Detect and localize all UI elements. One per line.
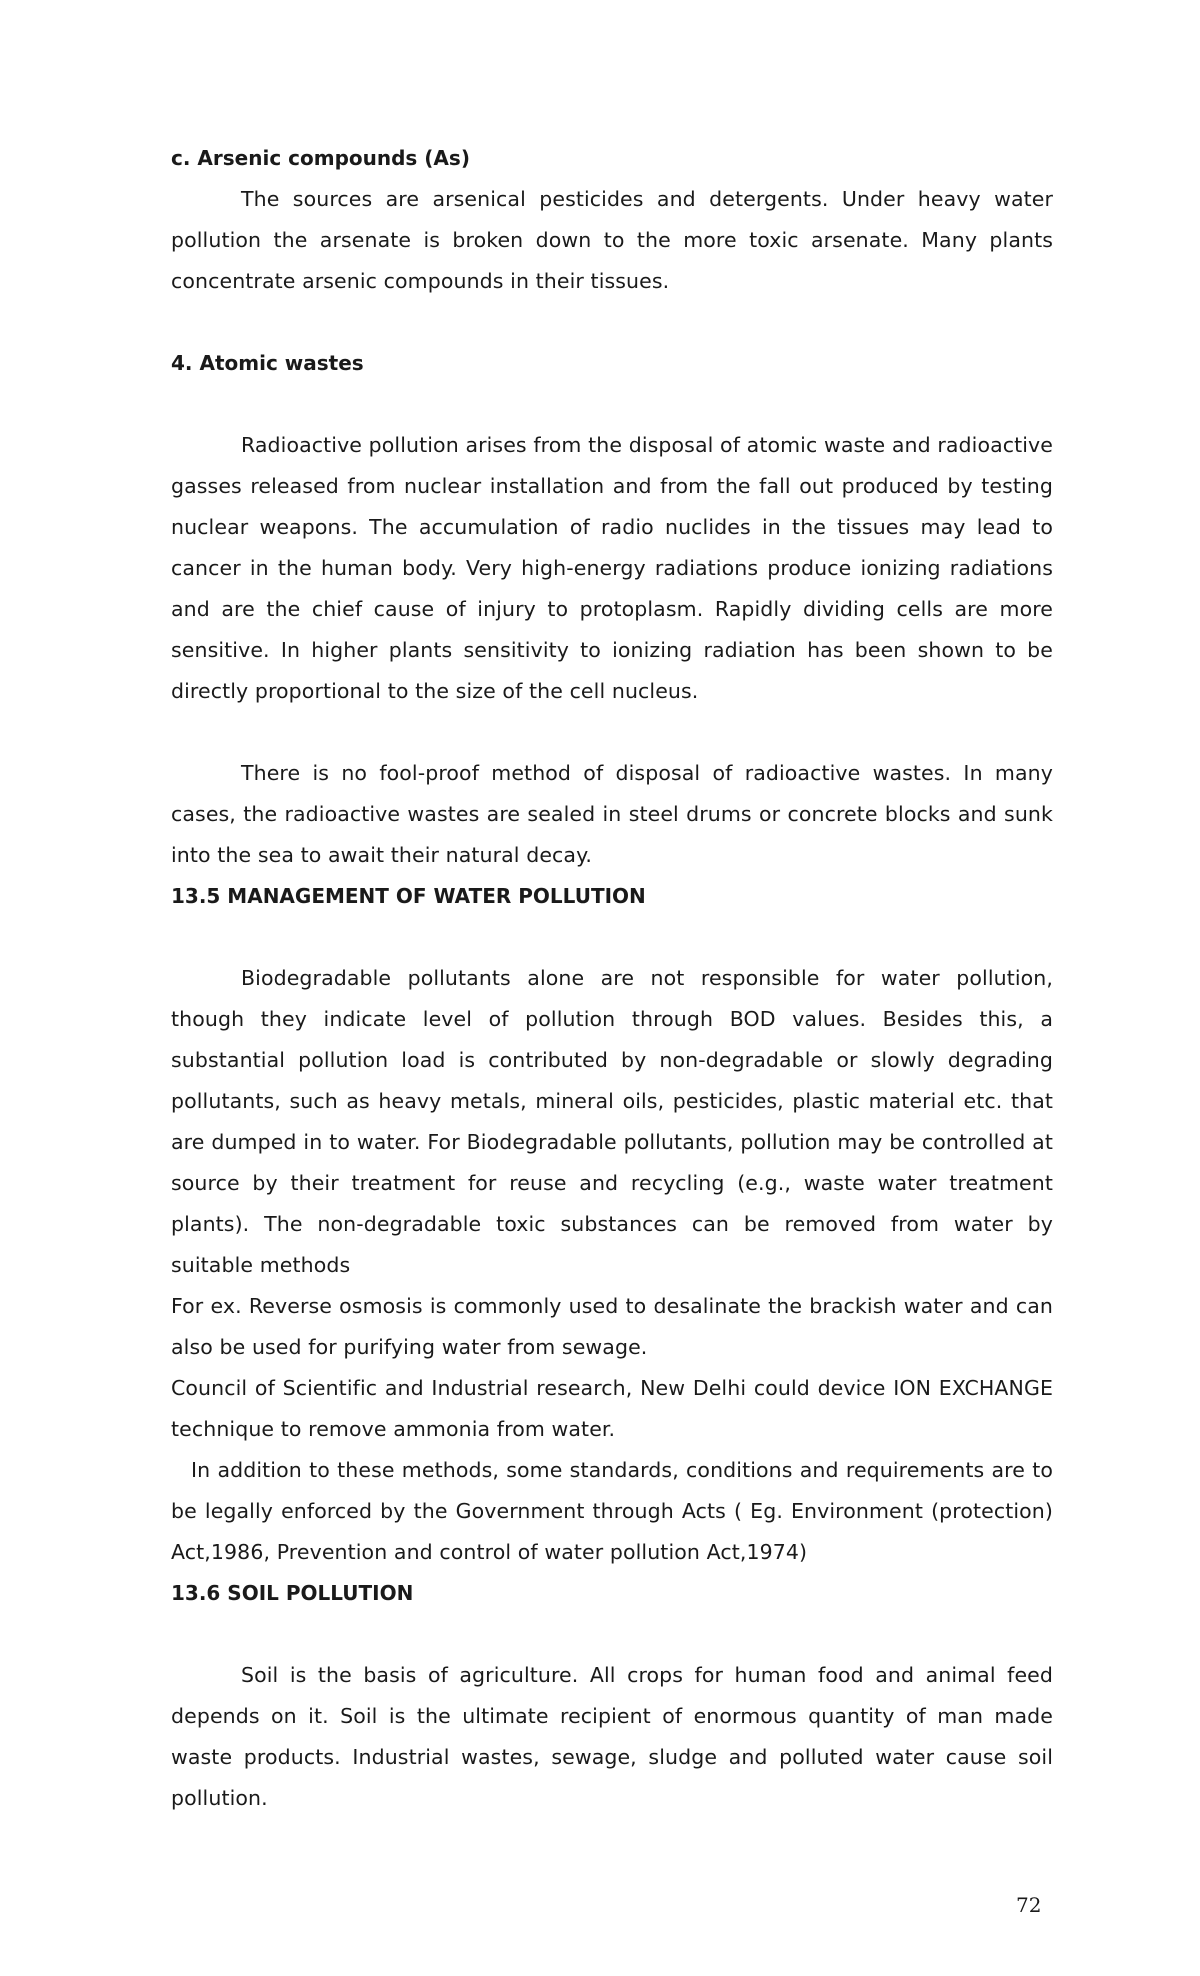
spacer — [171, 1614, 1053, 1655]
paragraph-soil-basis: Soil is the basis of agriculture. All crops for human food and animal feed depends on it. Soil is the ultimate recipient of enormous quantity of man made waste products. Industrial wastes, sewage, sludge and polluted water cause soil pollution. — [171, 1663, 1053, 1810]
paragraph-legal-standards: In addition to these methods, some standards, conditions and requirements are to be legally enforced by the Government through Acts ( Eg. Environment (protection) Act,1986, Prevention and control of water pollution Act,1974) — [171, 1458, 1053, 1564]
paragraph-radioactive-disposal: There is no fool-proof method of disposal of radioactive wastes. In many cases, the radioactive wastes are sealed in steel drums or concrete blocks and sunk into the sea to await their natural decay. — [171, 761, 1053, 867]
paragraph-arsenic-sources: The sources are arsenical pesticides and detergents. Under heavy water pollution the arsenate is broken down to the more toxic arsenate. Many plants concentrate arsenic compounds in their tissues. — [171, 187, 1053, 293]
spacer — [171, 302, 1053, 343]
heading-management-water-pollution: 13.5 MANAGEMENT OF WATER POLLUTION — [171, 884, 646, 908]
spacer — [171, 917, 1053, 958]
paragraph-biodegradable-pollutants: Biodegradable pollutants alone are not responsible for water pollution, though they indicate level of pollution through BOD values. Besides this, a substantial pollution load is contributed by non-degradable or slowly degrading pollutants, such as heavy metals, mineral oils, pesticides, plastic material etc. that are dumped in to water. For Biodegradable pollutants, pollution may be controlled at source by their treatment for reuse and recycling (e.g., waste water treatment plants). The non-degradable toxic substances can be removed from water by suitable methods — [171, 966, 1053, 1277]
paragraph-radioactive-pollution: Radioactive pollution arises from the disposal of atomic waste and radioactive gasses released from nuclear installation and from the fall out produced by testing nuclear weapons. The accumulation of radio nuclides in the tissues may lead to cancer in the human body. Very high-energy radiations produce ionizing radiations and are the chief cause of injury to protoplasm. Rapidly dividing cells are more sensitive. In higher plants sensitivity to ionizing radiation has been shown to be directly proportional to the size of the cell nucleus. — [171, 433, 1053, 703]
spacer — [171, 384, 1053, 425]
heading-atomic-wastes: 4. Atomic wastes — [171, 351, 364, 375]
heading-arsenic-compounds: c. Arsenic compounds (As) — [171, 146, 470, 170]
page-number: 72 — [1016, 1893, 1042, 1917]
heading-soil-pollution: 13.6 SOIL POLLUTION — [171, 1581, 414, 1605]
spacer — [171, 712, 1053, 753]
document-page — [171, 138, 1053, 1819]
paragraph-reverse-osmosis: For ex. Reverse osmosis is commonly used to desalinate the brackish water and can also be used for purifying water from sewage. — [171, 1294, 1053, 1359]
paragraph-ion-exchange: Council of Scientific and Industrial research, New Delhi could device ION EXCHANGE technique to remove ammonia from water. — [171, 1376, 1053, 1441]
